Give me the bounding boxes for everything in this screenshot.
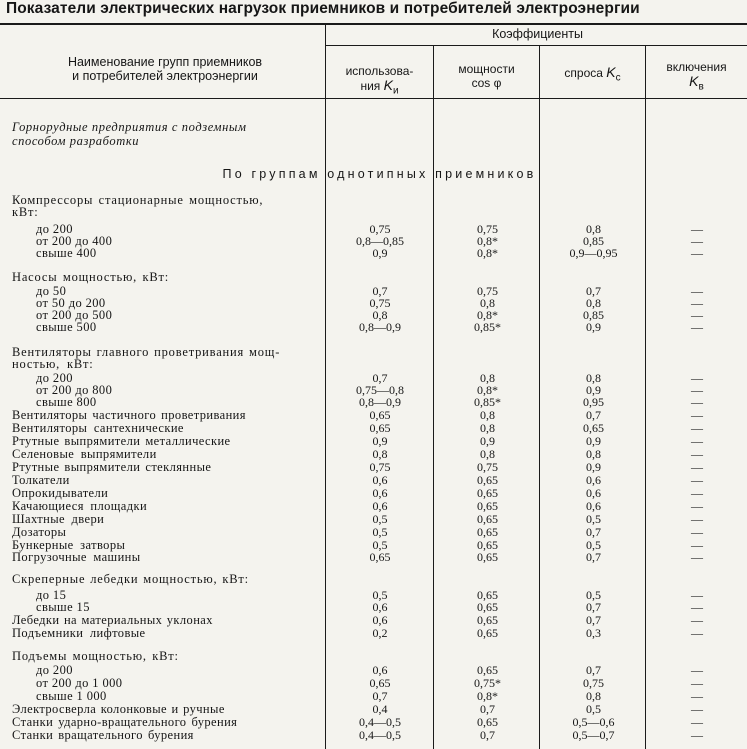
cell-cos: 0,85* [474,395,501,409]
row-name: Вентиляторы главного проветривания мощ- [12,345,281,359]
cell-kc: 0,6 [586,473,601,487]
row-name: Качающиеся площадки [12,499,148,513]
row-name: до 200 [36,371,73,385]
cell-kv: — [691,460,703,474]
row-name: Шахтные двери [12,512,105,526]
cell-kc: 0,9—0,95 [569,246,618,260]
table-row [0,396,747,409]
row-name: свыше 400 [36,246,97,260]
cell-cos: 0,8 [480,296,495,310]
intro-line: способом разработки [12,133,140,148]
cell-cos: 0,65 [477,588,498,602]
cell-kc: 0,8 [586,222,601,236]
row-name: ностью, кВт: [12,357,94,371]
cell-kv: — [691,499,703,513]
cell-kv: — [691,408,703,422]
cell-kv: — [691,689,703,703]
header-ki-line2 [326,78,433,98]
cell-kv: — [691,308,703,322]
header-kv-symbol: K [689,73,699,89]
table-row [0,271,747,284]
cell-kc: 0,5 [586,702,601,716]
cell-cos: 0,8* [477,689,498,703]
row-name: до 50 [36,284,67,298]
row-name: Опрокидыватели [12,486,109,500]
cell-cos: 0,8 [480,421,495,435]
row-name: от 200 до 400 [36,234,113,248]
cell-kv: — [691,550,703,564]
cell-ki: 0,8—0,9 [359,320,401,334]
intro-category [12,121,322,148]
cell-ki: 0,6 [372,613,388,627]
row-name: Станки ударно-вращательного бурения [12,715,238,729]
cell-kc: 0,6 [586,499,601,513]
cell-ki: 0,75 [369,296,391,310]
cell-kc: 0,65 [583,421,604,435]
row-name: Толкатели [12,473,70,487]
row-name: от 200 до 500 [36,308,113,322]
row-name: Станки вращательного бурения [12,728,194,742]
cell-ki: 0,6 [372,663,388,677]
row-name: свыше 500 [36,320,97,334]
row-name: до 15 [36,588,67,602]
table-row [0,703,747,716]
row-name: Скреперные лебедки мощностью, кВт: [12,572,249,586]
cell-ki: 0,65 [369,676,391,690]
table-row [0,664,747,677]
cell-kv: — [691,702,703,716]
cell-kv: — [691,486,703,500]
cell-ki: 0,4 [372,702,388,716]
cell-cos: 0,75 [477,460,498,474]
cell-ki: 0,75 [369,460,391,474]
table-row [0,716,747,729]
cell-cos: 0,65 [477,473,498,487]
table-row [0,551,747,564]
cell-kv: — [691,512,703,526]
cell-cos: 0,75 [477,222,498,236]
cell-kc: 0,75 [583,676,604,690]
top-rule [0,23,747,25]
header-kv-line2 [646,74,747,94]
table-row [0,474,747,487]
table-title: Показатели электрических нагрузок приемников и потребителей электроэнергии [6,0,640,17]
cell-cos: 0,8* [477,234,498,248]
cell-ki: 0,75—0,8 [356,383,404,397]
cell-kv: — [691,525,703,539]
header-ki-sub: и [392,85,399,97]
table-row [0,650,747,663]
cell-cos: 0,65 [477,499,498,513]
row-name: Подъемы мощностью, кВт: [12,649,179,663]
cell-kc: 0,8 [586,296,601,310]
row-name: Лебедки на материальных уклонах [12,613,213,627]
cell-kc: 0,5 [586,538,601,552]
cell-ki: 0,75 [369,222,391,236]
row-name: Вентиляторы сантехнические [12,421,184,435]
table-row [0,435,747,448]
cell-kc: 0,7 [586,525,601,539]
cell-kv: — [691,421,703,435]
cell-kv: — [691,395,703,409]
table-row [0,247,747,260]
table-row [0,500,747,513]
cell-cos: 0,65 [477,538,498,552]
row-name: Бункерные затворы [12,538,126,552]
cell-ki: 0,5 [372,588,388,602]
cell-cos: 0,65 [477,715,498,729]
cell-ki: 0,65 [369,408,391,422]
row-name: свыше 15 [36,600,90,614]
cell-cos: 0,65 [477,486,498,500]
cell-ki: 0,5 [372,525,388,539]
row-name: до 200 [36,663,73,677]
header-ki-text: ния [360,79,384,93]
cell-ki: 0,6 [372,600,388,614]
table-row [0,729,747,742]
cell-kv: — [691,473,703,487]
cell-ki: 0,8—0,9 [359,395,401,409]
row-name: от 200 до 800 [36,383,113,397]
cell-kv: — [691,600,703,614]
table-row [0,627,747,640]
cell-kc: 0,95 [583,395,604,409]
cell-ki: 0,9 [372,246,388,260]
cell-kv: — [691,296,703,310]
cell-cos: 0,75 [477,284,498,298]
cell-ki: 0,8 [372,447,388,461]
cell-cos: 0,8* [477,383,498,397]
cell-cos: 0,75* [474,676,501,690]
header-ki [326,64,433,98]
cell-kc: 0,7 [586,600,601,614]
cell-kv: — [691,284,703,298]
cell-kv: — [691,234,703,248]
table-row [0,206,747,219]
cell-kv: — [691,320,703,334]
cell-kv: — [691,371,703,385]
cell-kc: 0,6 [586,486,601,500]
cell-ki: 0,65 [369,550,391,564]
table-row [0,690,747,703]
row-name: Электросверла колонковые и ручные [12,702,225,716]
cell-kc: 0,5 [586,512,601,526]
cell-kv: — [691,626,703,640]
cell-ki: 0,9 [372,434,388,448]
cell-cos: 0,9 [480,434,495,448]
row-name: от 200 до 1 000 [36,676,123,690]
cell-kc: 0,8 [586,447,601,461]
cell-kc: 0,7 [586,408,601,422]
cell-ki: 0,7 [372,371,388,385]
cell-kc: 0,85 [583,308,604,322]
row-name: свыше 800 [36,395,97,409]
cell-cos: 0,65 [477,600,498,614]
cell-kv: — [691,447,703,461]
row-name: Селеновые выпрямители [12,447,157,461]
cell-ki: 0,6 [372,473,388,487]
row-name: Насосы мощностью, кВт: [12,270,170,284]
cell-kv: — [691,676,703,690]
table-row [0,601,747,614]
cell-cos: 0,65 [477,525,498,539]
row-name: Подъемники лифтовые [12,626,146,640]
header-kc-text: спроса [564,66,607,80]
coeff-rule [325,45,747,46]
cell-kv: — [691,222,703,236]
cell-kc: 0,9 [586,434,601,448]
cell-cos: 0,7 [480,728,495,742]
cell-kc: 0,5 [586,588,601,602]
row-name: свыше 1 000 [36,689,107,703]
cell-cos: 0,8 [480,371,495,385]
header-ki-symbol: K [383,77,393,93]
header-kc [540,65,645,85]
cell-kc: 0,5—0,6 [572,715,615,729]
table-row [0,513,747,526]
table-row [0,461,747,474]
cell-kv: — [691,383,703,397]
cell-ki: 0,8 [372,308,388,322]
header-kv [646,60,747,94]
row-name: Компрессоры стационарные мощностью, [12,193,264,207]
cell-cos: 0,8 [480,447,495,461]
row-name: Вентиляторы частичного проветривания [12,408,246,422]
cell-kv: — [691,588,703,602]
table-row [0,677,747,690]
header-ki-line1: использова- [345,64,414,78]
intro-line: Горнорудные предприятия с подземным [12,120,247,134]
cell-cos: 0,7 [480,702,495,716]
header-cos-line1: мощности [458,62,515,76]
section-title: По группам однотипных приемников [222,167,537,181]
cell-ki: 0,7 [372,689,388,703]
cell-kv: — [691,728,703,742]
header-cos [434,62,539,90]
table-row [0,487,747,500]
cell-kc: 0,3 [586,626,601,640]
header-group-line: и потребителей электроэнергии [72,69,258,83]
cell-kv: — [691,538,703,552]
table-row [0,573,747,586]
header-group-column [10,55,320,83]
cell-kc: 0,8 [586,689,601,703]
header-kv-line1: включения [666,60,727,74]
row-name: Погрузочные машины [12,550,141,564]
header-coefficients: Коэффициенты [492,27,583,41]
cell-ki: 0,2 [372,626,388,640]
table-row [0,346,747,359]
cell-ki: 0,8—0,85 [356,234,404,248]
cell-cos: 0,65 [477,550,498,564]
cell-cos: 0,65 [477,512,498,526]
cell-ki: 0,65 [369,421,391,435]
header-cos-line2: cos φ [471,76,502,90]
cell-kc: 0,8 [586,371,601,385]
row-name: кВт: [12,205,39,219]
cell-cos: 0,65 [477,613,498,627]
table-row [0,448,747,461]
cell-kc: 0,7 [586,663,601,677]
cell-kc: 0,7 [586,613,601,627]
header-group-line: Наименование групп приемников [67,55,263,69]
table-row [0,194,747,207]
row-name: Ртутные выпрямители металлические [12,434,231,448]
cell-kc: 0,5—0,7 [572,728,615,742]
cell-kv: — [691,434,703,448]
table-row [0,614,747,627]
table-row [0,526,747,539]
cell-kc: 0,7 [586,284,601,298]
cell-ki: 0,6 [372,486,388,500]
cell-kc: 0,7 [586,550,601,564]
header-kv-sub: в [698,81,704,93]
cell-kv: — [691,663,703,677]
cell-cos: 0,65 [477,626,498,640]
table-row [0,358,747,371]
row-name: до 200 [36,222,73,236]
cell-kv: — [691,715,703,729]
cell-cos: 0,65 [477,663,498,677]
cell-kv: — [691,246,703,260]
header-kc-symbol: K [606,64,616,80]
cell-ki: 0,5 [372,538,388,552]
cell-cos: 0,8 [480,408,495,422]
row-name: от 50 до 200 [36,296,106,310]
row-name: Ртутные выпрямители стеклянные [12,460,212,474]
cell-ki: 0,5 [372,512,388,526]
cell-cos: 0,8* [477,308,498,322]
cell-kv: — [691,613,703,627]
cell-kc: 0,9 [586,383,601,397]
cell-kc: 0,85 [583,234,604,248]
header-kc-sub: с [615,72,621,84]
table-row [0,409,747,422]
cell-ki: 0,7 [372,284,388,298]
cell-kc: 0,9 [586,460,601,474]
cell-ki: 0,4—0,5 [359,715,401,729]
table-row [0,422,747,435]
cell-cos: 0,8* [477,246,498,260]
cell-cos: 0,85* [474,320,501,334]
row-name: Дозаторы [12,525,67,539]
cell-ki: 0,6 [372,499,388,513]
table-row [0,321,747,334]
cell-kc: 0,9 [586,320,601,334]
cell-ki: 0,4—0,5 [359,728,401,742]
